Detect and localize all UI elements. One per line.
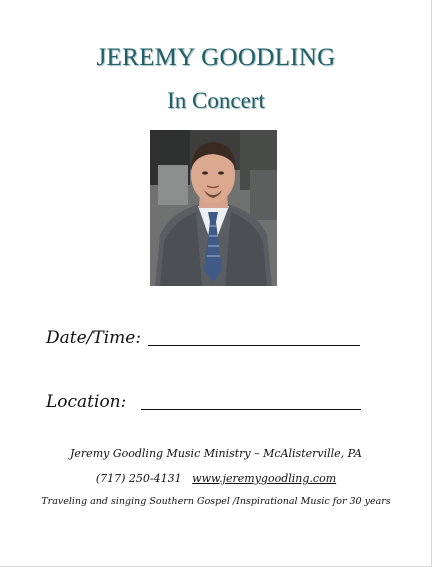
phone-number: (717) 250-4131 [95, 472, 182, 485]
page-title: JEREMY GOODLING [96, 44, 336, 71]
location-blank-line [141, 409, 361, 410]
portrait-photo [150, 130, 277, 286]
tagline: Traveling and singing Southern Gospel /Inspirational Music for 30 years [41, 496, 391, 507]
ministry-line: Jeremy Goodling Music Ministry – McAlisterville, PA [70, 447, 362, 460]
date-time-blank-line [148, 345, 360, 346]
date-time-label: Date/Time: [46, 328, 142, 348]
portrait-image [150, 130, 277, 286]
page-subtitle: In Concert [167, 88, 265, 113]
location-label: Location: [46, 392, 127, 412]
contact-line [0, 472, 432, 485]
website-link[interactable]: www.jeremygoodling.com [192, 472, 337, 485]
